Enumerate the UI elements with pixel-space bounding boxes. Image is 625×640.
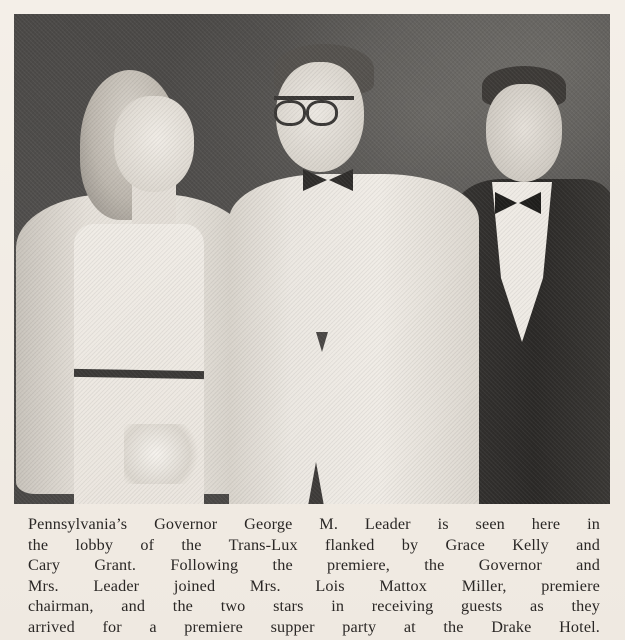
caption-line: chairman, and the two stars in receiving guests as they <box>28 597 600 615</box>
jacket-gap <box>308 462 324 504</box>
caption-line: the lobby of the Trans-Lux flanked by Grace Kelly and <box>28 535 600 554</box>
cary-grant-face <box>486 84 562 182</box>
caption-line: Cary Grant. Following the premiere, the Governor and <box>28 556 600 574</box>
governor-bowtie <box>303 169 353 191</box>
caption-line: Pennsylvania’s Governor George M. Leader is seen here in <box>28 515 600 533</box>
caption-line: Mrs. Leader joined Mrs. Lois Mattox Miller, premiere <box>28 576 600 595</box>
grace-kelly-face <box>114 96 194 192</box>
press-photograph <box>14 14 610 504</box>
governor-white-jacket <box>229 174 479 504</box>
jacket-button <box>316 332 328 352</box>
caption-line: arrived for a premiere supper party at the Drake Hotel. <box>28 617 600 636</box>
cary-grant-bowtie <box>495 192 541 214</box>
photo-caption <box>28 514 600 637</box>
glasses-icon <box>274 96 354 122</box>
bouquet <box>124 424 204 484</box>
